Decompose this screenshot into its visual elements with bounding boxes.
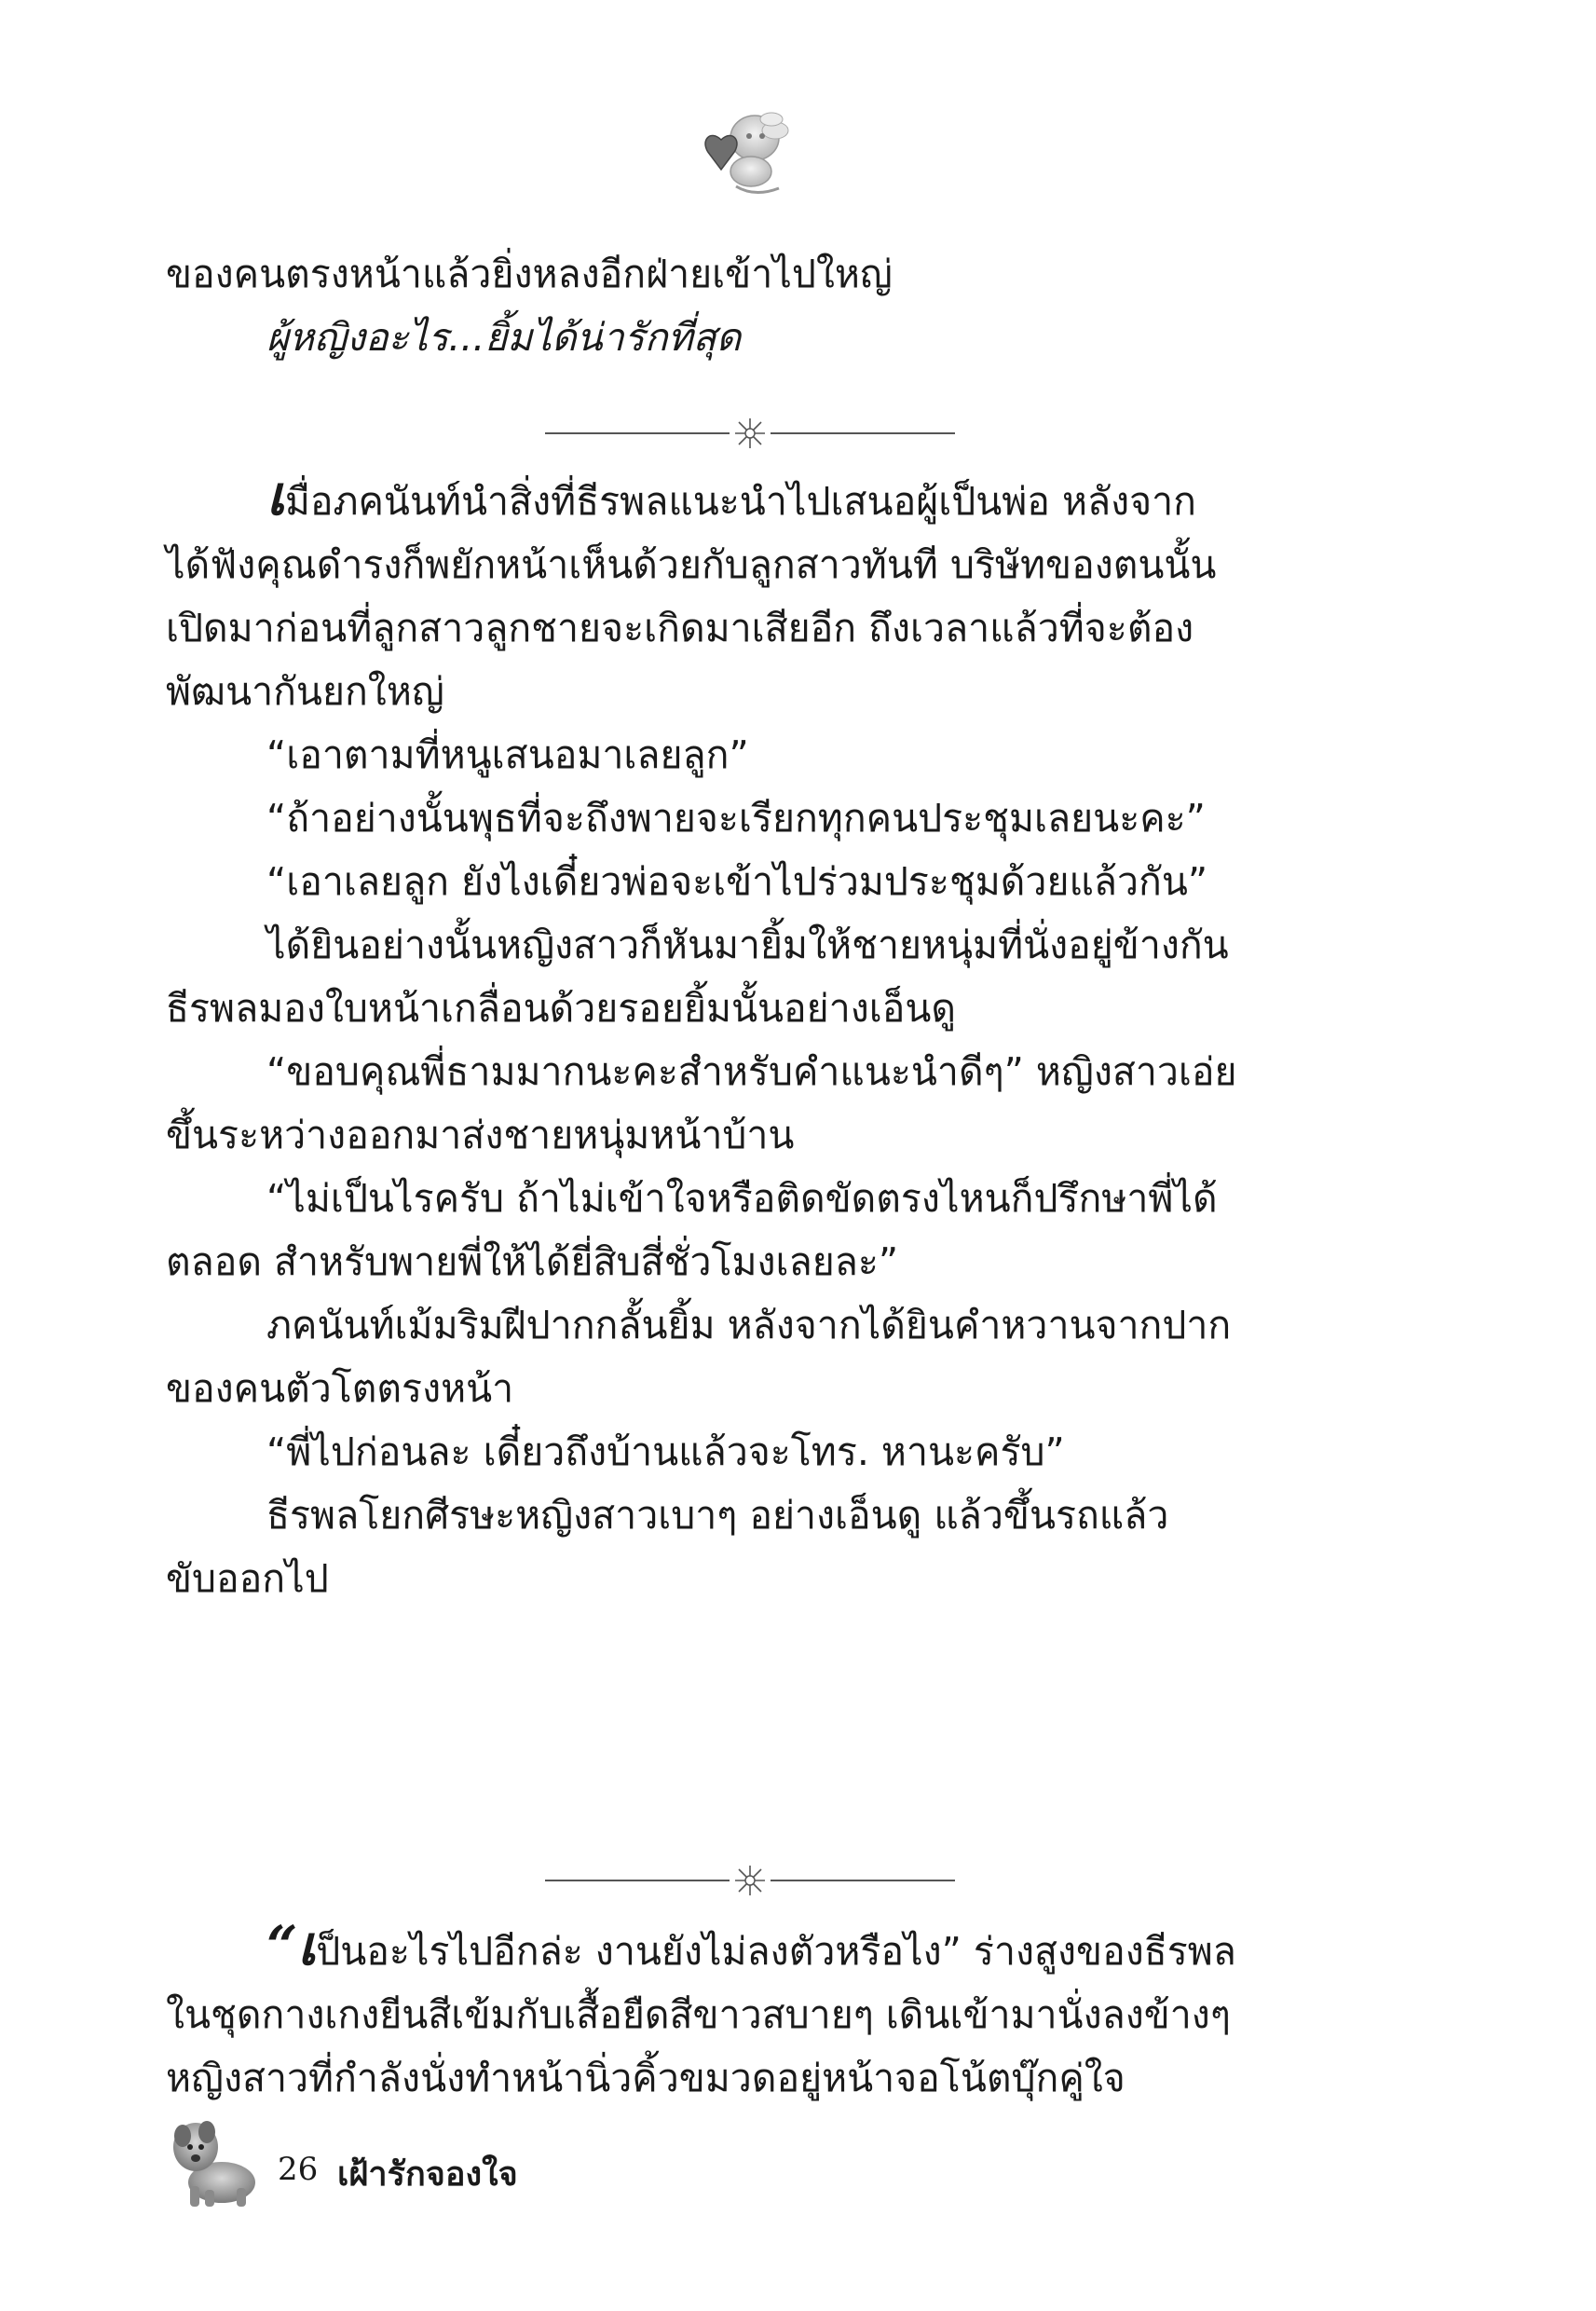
paragraph-line: ได้ยินอย่างนั้นหญิงสาวก็หันมายิ้มให้ชายหนุ่มที่นั่งอยู่ข้างกัน: [266, 923, 1229, 967]
section-divider: [545, 1862, 955, 1899]
dialogue-line: “พี่ไปก่อนละ เดี๋ยวถึงบ้านแล้วจะโทร. หานะครับ”: [266, 1429, 1065, 1474]
dog-icon: [168, 2108, 261, 2210]
flower-ornament-icon: [730, 415, 771, 452]
paragraph-first-line: “เป็นอะไรไปอีกล่ะ งานยังไม่ลงตัวหรือไง” ร่างสูงของธีรพล: [266, 1914, 1236, 1977]
drop-cap: เ: [266, 464, 285, 527]
paragraph-first-line: เมื่อภคนันท์นำสิ่งที่ธีรพลแนะนำไปเสนอผู้เป็นพ่อ หลังจาก: [266, 464, 1197, 527]
paragraph-line: ของคนตรงหน้าแล้วยิ่งหลงอีกฝ่ายเข้าไปใหญ่: [166, 252, 893, 296]
paragraph-line: ในชุดกางเกงยีนสีเข้มกับเสื้อยืดสีขาวสบายๆ เดินเข้ามานั่งลงข้างๆ: [166, 1992, 1231, 2037]
paragraph-line: ธีรพลโยกศีรษะหญิงสาวเบาๆ อย่างเอ็นดู แล้วขึ้นรถแล้ว: [266, 1493, 1169, 1538]
page-number: 26: [278, 2151, 319, 2188]
dialogue-line: “เอาตามที่หนูเสนอมาเลยลูก”: [266, 732, 749, 777]
italic-thought-line: ผู้หญิงอะไร...ยิ้มได้น่ารักที่สุด: [266, 315, 742, 360]
dialogue-line: “ขอบคุณพี่ธามมากนะคะสำหรับคำแนะนำดีๆ” หญิงสาวเอ่ย: [266, 1049, 1237, 1094]
cupid-heart-icon: [689, 101, 801, 203]
opening-block: [166, 242, 1330, 369]
dialogue-line: “เอาเลยลูก ยังไงเดี๋ยวพ่อจะเข้าไปร่วมประชุมด้วยแล้วกัน”: [266, 859, 1208, 904]
book-title: เฝ้ารักจองใจ: [337, 2155, 518, 2194]
paragraph-line: ตลอด สำหรับพายพี่ให้ได้ยี่สิบสี่ชั่วโมงเลยละ”: [166, 1239, 899, 1284]
dialogue-line: “ถ้าอย่างนั้นพุธที่จะถึงพายจะเรียกทุกคนประชุมเลยนะคะ”: [266, 796, 1206, 841]
paragraph-line: พัฒนากันยกใหญ่: [166, 669, 444, 714]
paragraph-line: ขึ้นระหว่างออกมาส่งชายหนุ่มหน้าบ้าน: [166, 1113, 795, 1157]
flower-ornament-icon: [730, 1862, 771, 1899]
section-divider: [545, 415, 955, 452]
paragraph-line: ขับออกไป: [166, 1556, 329, 1601]
drop-cap: “เ: [266, 1914, 317, 1977]
paragraph-line: ได้ฟังคุณดำรงก็พยักหน้าเห็นด้วยกับลูกสาวทันที บริษัทของตนนั้น: [166, 542, 1217, 587]
paragraph-line: เปิดมาก่อนที่ลูกสาวลูกชายจะเกิดมาเสียอีก ถึงเวลาแล้วที่จะต้อง: [166, 606, 1194, 650]
paragraph-line: หญิงสาวที่กำลังนั่งทำหน้านิ่วคิ้วขมวดอยู่หน้าจอโน้ตบุ๊กคู่ใจ: [166, 2056, 1125, 2100]
section-two: [166, 464, 1330, 1610]
section-three: [166, 1914, 1330, 2110]
page-footer: [168, 2108, 820, 2210]
dialogue-line: “ไม่เป็นไรครับ ถ้าไม่เข้าใจหรือติดขัดตรงไหนก็ปรึกษาพี่ได้: [266, 1176, 1218, 1221]
paragraph-line: ของคนตัวโตตรงหน้า: [166, 1366, 514, 1411]
paragraph-line: ธีรพลมองใบหน้าเกลื่อนด้วยรอยยิ้มนั้นอย่างเอ็นดู: [166, 986, 957, 1031]
paragraph-line: ภคนันท์เม้มริมฝีปากกลั้นยิ้ม หลังจากได้ยินคำหวานจากปาก: [266, 1303, 1232, 1347]
